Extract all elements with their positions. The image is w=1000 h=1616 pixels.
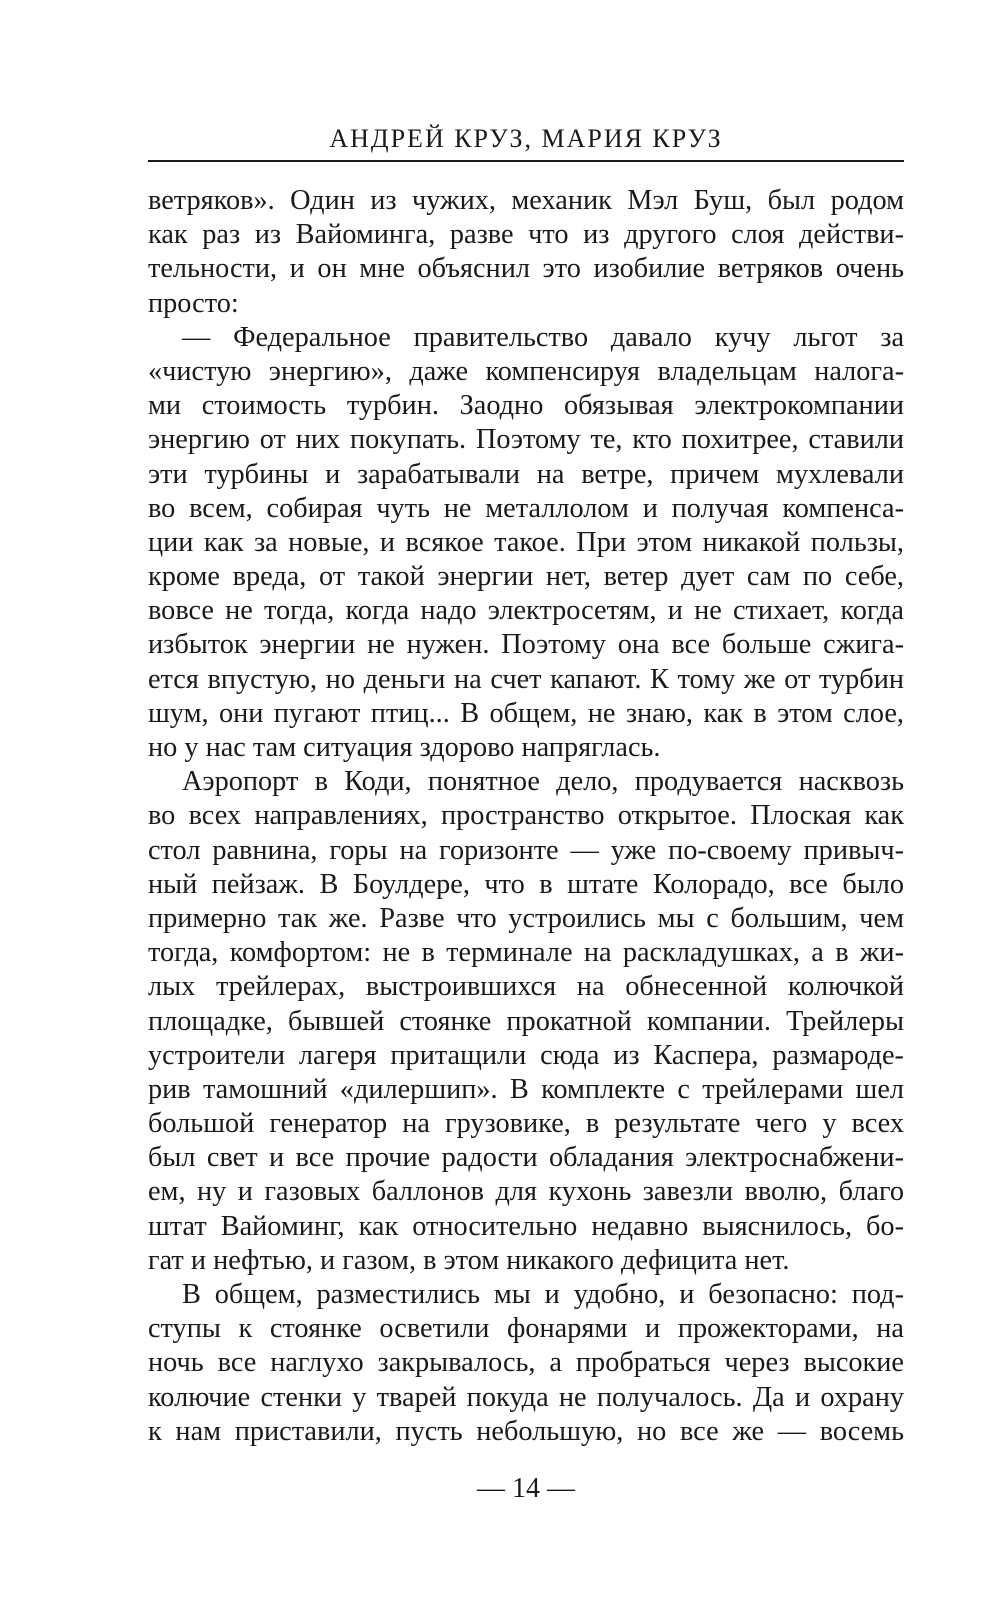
- header-rule: [148, 160, 904, 162]
- text-line: гат и нефтью, и газом, в этом никакого дефицита нет.: [148, 1244, 790, 1276]
- text-line: как раз из Вайоминга, разве что из другого слоя действи-: [148, 219, 904, 251]
- text-line: «чистую энергию», даже компенсируя владельцам налога-: [148, 355, 904, 387]
- text-line: стол равнина, горы на горизонте — уже по-своему привыч-: [148, 834, 904, 866]
- text-line: к нам приставили, пусть небольшую, но все же — восемь: [148, 1415, 904, 1447]
- text-line: ный пейзаж. В Боулдере, что в штате Колорадо, все было: [148, 868, 904, 900]
- text-line: избыток энергии не нужен. Поэтому она все больше сжига-: [148, 629, 904, 661]
- text-line: колючие стенки у тварей покуда не получалось. Да и охрану: [148, 1381, 904, 1413]
- text-line: ем, ну и газовых баллонов для кухонь завезли вволю, благо: [148, 1176, 904, 1208]
- page-number: — 14 —: [477, 1473, 575, 1504]
- text-line: ми стоимость турбин. Заодно обязывая электрокомпании: [148, 390, 904, 422]
- text-line: энергию от них покупать. Поэтому те, кто похитрее, ставили: [148, 424, 904, 456]
- text-line: штат Вайоминг, как относительно недавно выяснилось, бо-: [148, 1210, 904, 1242]
- text-line: эти турбины и зарабатывали на ветре, причем мухлевали: [148, 458, 904, 490]
- text-line: но у нас там ситуация здорово напряглась.: [148, 732, 661, 763]
- text-line: во всем, собирая чуть не металлолом и получая компенса-: [148, 492, 904, 524]
- text-line: кроме вреда, от такой энергии нет, ветер дует сам по себе,: [148, 561, 904, 593]
- text-line: примерно так же. Разве что устроились мы с большим, чем: [148, 902, 904, 934]
- text-line: тельности, и он мне объяснил это изобилие ветряков очень: [148, 253, 904, 285]
- text-line: был свет и все прочие радости обладания электроснабжени-: [148, 1142, 904, 1174]
- running-head: АНДРЕЙ КРУЗ, МАРИЯ КРУЗ: [329, 124, 723, 153]
- text-line: во всех направлениях, пространство открытое. Плоская как: [148, 800, 904, 832]
- text-line: ции как за новые, и всякое такое. При этом никакой пользы,: [148, 526, 904, 558]
- text-line: Аэропорт в Коди, понятное дело, продувается насквозь: [182, 766, 904, 798]
- text-line: ется впустую, но деньги на счет капают. К тому же от турбин: [148, 663, 904, 695]
- text-line: рив тамошний «дилершип». В комплекте с трейлерами шел: [148, 1073, 904, 1105]
- text-line: просто:: [148, 287, 239, 319]
- text-line: В общем, разместились мы и удобно, и безопасно: под-: [182, 1279, 904, 1310]
- text-line: площадке, бывшей стоянке прокатной компании. Трейлеры: [148, 1005, 904, 1037]
- text-line: ветряков». Один из чужих, механик Мэл Буш, был родом: [148, 185, 904, 216]
- text-line: тогда, комфортом: не в терминале на раскладушках, а в жи-: [148, 937, 904, 969]
- text-line: ступы к стоянке осветили фонарями и прожекторами, на: [148, 1313, 904, 1345]
- text-line: лых трейлерах, выстроившихся на обнесенной колючкой: [148, 971, 904, 1003]
- text-line: — Федеральное правительство давало кучу льгот за: [182, 321, 904, 353]
- text-line: вовсе не тогда, когда надо электросетям, и не стихает, когда: [148, 595, 904, 627]
- text-line: устроители лагеря притащили сюда из Каспера, размароде-: [148, 1039, 904, 1071]
- text-line: шум, они пугают птиц... В общем, не знаю, как в этом слое,: [148, 697, 904, 729]
- body-text: [148, 184, 904, 1449]
- text-line: большой генератор на грузовике, в результате чего у всех: [148, 1108, 904, 1140]
- text-line: ночь все наглухо закрывалось, а пробраться через высокие: [148, 1347, 904, 1379]
